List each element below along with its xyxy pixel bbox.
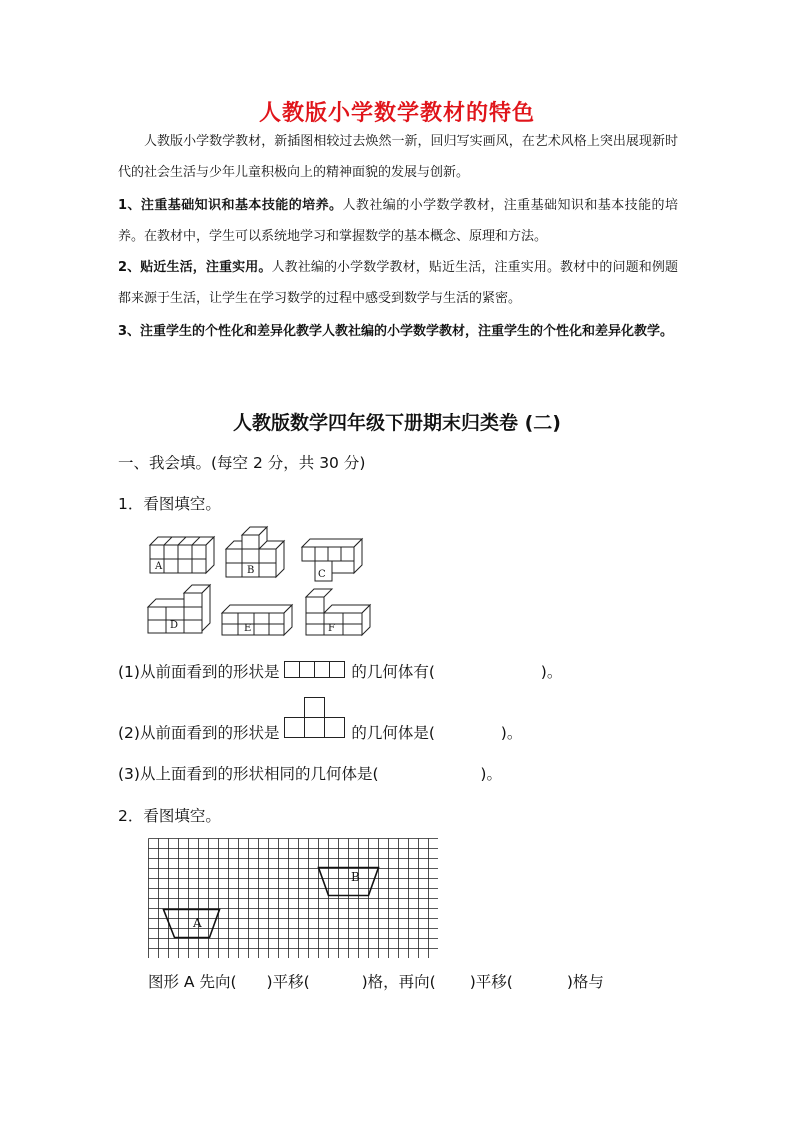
figure-label-b: B xyxy=(247,565,255,576)
q2-part-5: )格与 xyxy=(566,973,604,991)
q2-part-1: 图形 A 先向( xyxy=(148,973,237,991)
point-1-heading: 1、注重基础知识和基本技能的培养。 xyxy=(118,198,343,213)
question-2-heading: 2．看图填空。 xyxy=(118,807,221,825)
intro-paragraph-1: 人教版小学数学教材，新插图相较过去焕然一新，回归写实画风，在艺术风格上突出展现新时代的社会生活与少年儿童积极向上的精神面貌的发展与创新。 xyxy=(118,134,678,180)
question-2-text xyxy=(148,970,604,992)
grid-label-b: B xyxy=(351,870,360,884)
figure-f xyxy=(306,589,370,635)
q1-1-prefix: (1)从前面看到的形状是 xyxy=(118,663,280,681)
trapezoid-a xyxy=(164,910,220,938)
point-2-heading: 2、贴近生活，注重实用。 xyxy=(118,260,272,275)
q1-2-middle: 的几何体是( xyxy=(351,724,435,742)
q2-part-4: )平移( xyxy=(469,973,513,991)
point-3-heading: 3、注重学生的个性化和差异化教学人教社编的小学数学教材，注重学生的个性化和差异化教学。 xyxy=(118,324,674,339)
q2-part-2: )平移( xyxy=(266,973,310,991)
q1-2-suffix: )。 xyxy=(500,724,523,742)
figure-a xyxy=(150,537,214,573)
question-1-2 xyxy=(118,697,523,742)
figure-label-a: A xyxy=(155,561,163,572)
intro-paragraph-3 xyxy=(118,252,678,314)
q1-1-middle: 的几何体有( xyxy=(351,663,435,681)
q2-part-3: )格，再向( xyxy=(361,973,436,991)
figure-label-d: D xyxy=(170,620,179,631)
translation-grid xyxy=(148,838,438,958)
front-view-shape-2 xyxy=(284,697,346,739)
q1-3-suffix: )。 xyxy=(480,765,502,783)
point-1-text: 人教社编的小学数学教材，注重基础知识和基本技能的培养。在教材中，学生可以系统地学习和掌握数学的基本概念、原理和方法。 xyxy=(118,198,678,244)
figure-d xyxy=(148,585,210,633)
figure-label-e: E xyxy=(244,623,252,634)
grid-label-a: A xyxy=(193,916,202,930)
cube-figures xyxy=(140,525,380,640)
intro-title: 人教版小学数学教材的特色 xyxy=(258,101,535,126)
figure-e xyxy=(222,605,292,635)
q1-1-suffix: )。 xyxy=(540,663,563,681)
question-1-3 xyxy=(118,762,502,784)
intro-paragraph-2 xyxy=(118,190,678,252)
exam-title: 人教版数学四年级下册期末归类卷 (二) xyxy=(233,412,561,434)
point-2-text: 人教社编的小学数学教材，贴近生活，注重实用。教材中的问题和例题都来源于生活，让学生在学习数学的过程中感受到数学与生活的紧密。 xyxy=(118,260,678,306)
q1-2-prefix: (2)从前面看到的形状是 xyxy=(118,724,280,742)
section-1-heading: 一、我会填。(每空 2 分，共 30 分) xyxy=(118,454,366,472)
question-1-1 xyxy=(118,660,562,682)
figure-c xyxy=(302,539,362,581)
figure-b xyxy=(226,527,284,577)
figure-label-f: F xyxy=(328,623,335,634)
intro-paragraph-4 xyxy=(118,316,678,347)
figure-label-c: C xyxy=(318,569,326,580)
q1-3-prefix: (3)从上面看到的形状相同的几何体是( xyxy=(118,765,379,783)
question-1-heading: 1．看图填空。 xyxy=(118,495,221,513)
front-view-shape-1 xyxy=(284,661,346,679)
